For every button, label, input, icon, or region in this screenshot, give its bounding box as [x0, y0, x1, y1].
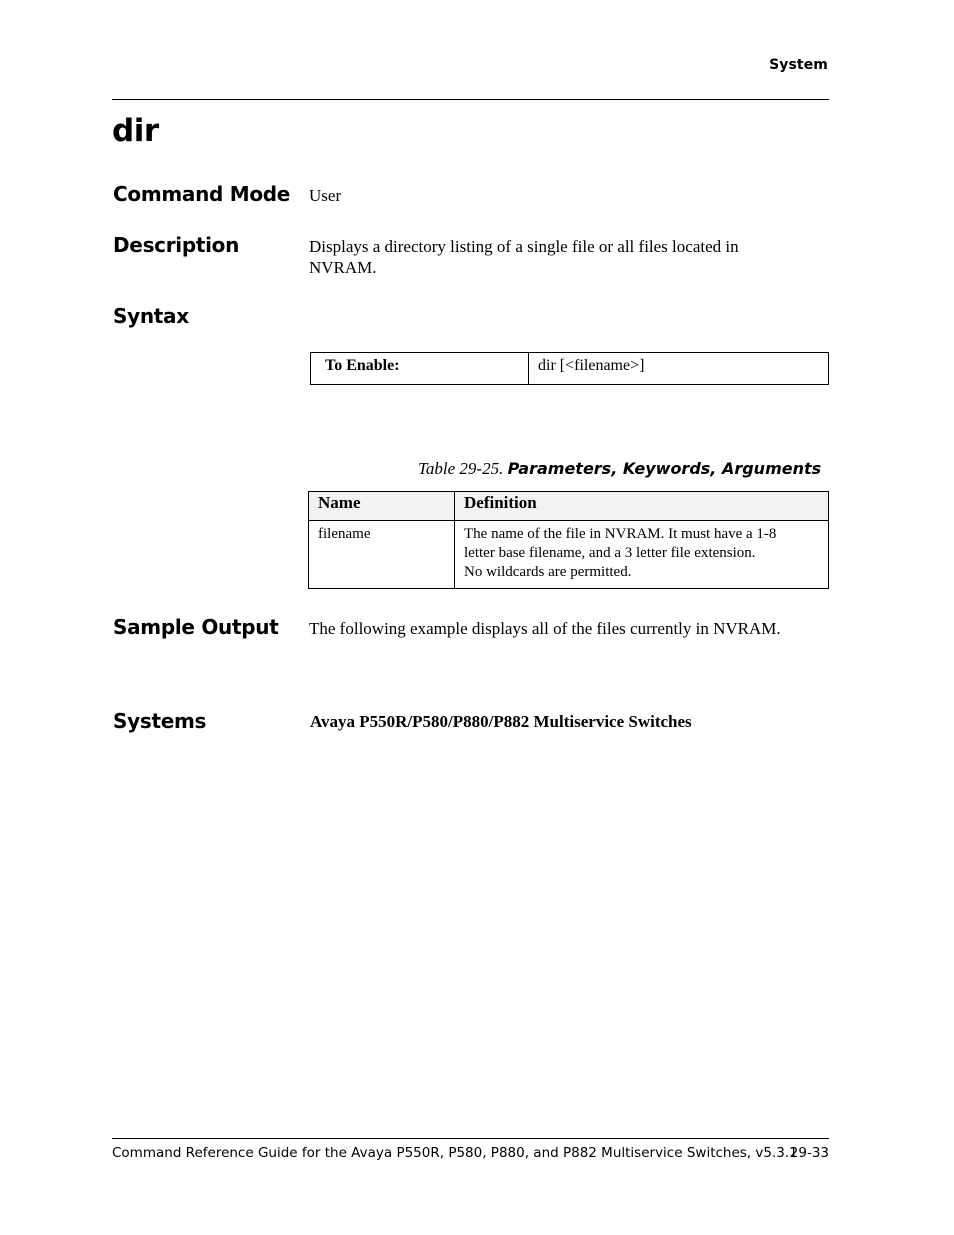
table-row — [309, 521, 829, 589]
param-definition — [455, 521, 829, 589]
table-caption-number: Table 29-25. — [418, 459, 504, 478]
footer-page-number: 29-33 — [789, 1145, 829, 1161]
header-rule — [112, 99, 829, 100]
command-mode-value: User — [309, 186, 342, 205]
parameters-table — [308, 491, 829, 589]
syntax-heading: Syntax — [113, 304, 189, 328]
table-caption — [418, 458, 821, 480]
syntax-table — [310, 352, 829, 385]
description-line-2: NVRAM. — [309, 258, 377, 277]
table-caption-title: Parameters, Keywords, Arguments — [507, 459, 822, 478]
page-title: dir — [112, 113, 159, 149]
enable-label: To Enable: — [311, 353, 529, 384]
command-mode-heading: Command Mode — [113, 182, 291, 206]
description-heading: Description — [113, 233, 240, 257]
param-definition-line-2: letter base filename, and a 3 letter file extension. — [464, 545, 756, 561]
column-header-name: Name — [309, 492, 455, 521]
systems-heading: Systems — [113, 709, 207, 733]
enable-command: dir [<filename>] — [538, 357, 645, 374]
footer-guide-title: Command Reference Guide for the Avaya P550R, P580, P880, and P882 Multiservice Switches, v5.3.1 — [112, 1145, 798, 1161]
param-definition-line-1: The name of the file in NVRAM. It must have a 1-8 — [464, 526, 777, 542]
param-name: filename — [309, 521, 455, 589]
table-header-row — [309, 492, 829, 521]
sample-output-text: The following example displays all of the files currently in NVRAM. — [309, 619, 781, 638]
footer-rule — [112, 1138, 829, 1139]
param-definition-line-3: No wildcards are permitted. — [464, 564, 632, 580]
sample-output-heading: Sample Output — [113, 615, 279, 639]
column-header-definition: Definition — [455, 492, 829, 521]
description-text — [309, 236, 739, 278]
systems-value: Avaya P550R/P580/P880/P882 Multiservice Switches — [310, 712, 692, 731]
description-line-1: Displays a directory listing of a single file or all files located in — [309, 237, 739, 256]
running-header: System — [769, 57, 828, 73]
